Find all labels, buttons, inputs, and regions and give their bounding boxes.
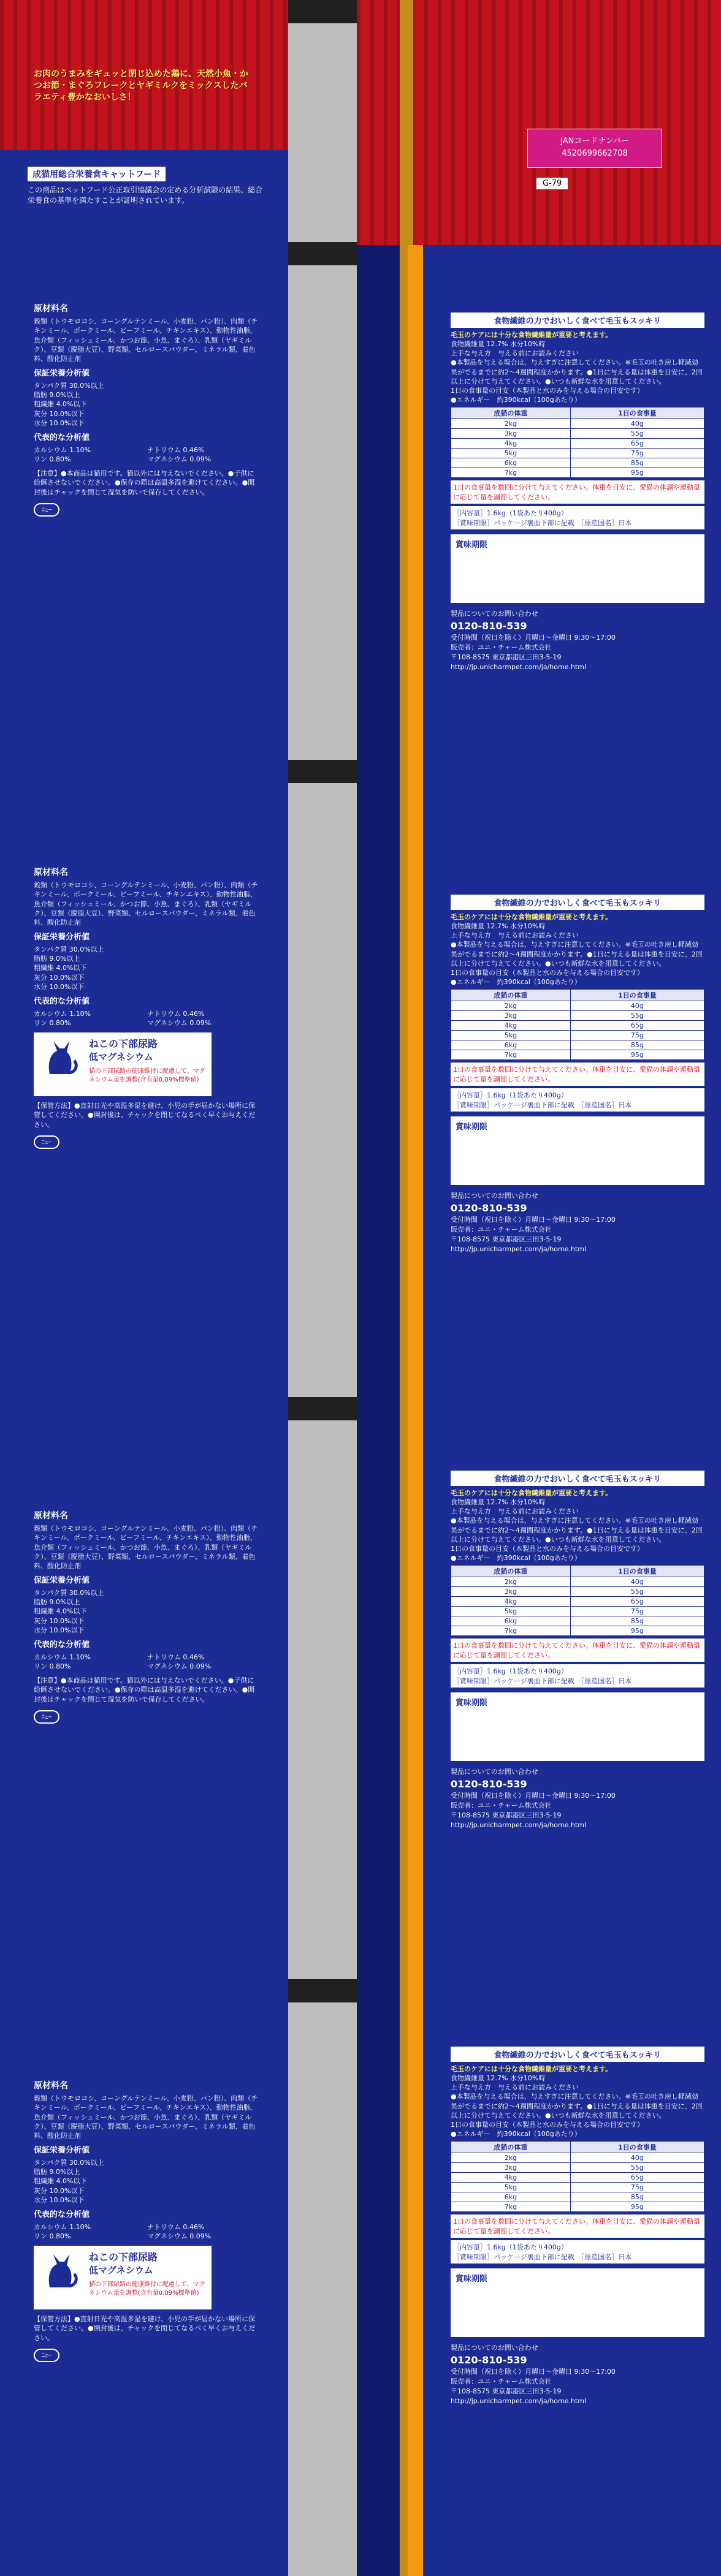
ingredients-text: 穀類（トウモロコシ、コーングルテンミール、小麦粉、パン粉）、肉類（チキンミール、ポークミール、ビーフミール、チキンエキス）、動物性油脂、魚介類（フィッシュミール、かつお節、小魚、まぐろ）、乳類（ヤギミルク）、豆類（脱脂大豆）、野菜類、セルロースパウダー、ミネラル類、着色料、酸化防止剤	[34, 2094, 258, 2140]
ingredients-title: 原材料名	[34, 304, 68, 314]
feeding-table-cell: 5kg	[451, 1607, 571, 1616]
fiber-amount: 食物繊維量 12.7% 水分10%時	[451, 340, 546, 348]
jan-label: JANコードナンバー	[560, 137, 629, 146]
energy-value: ●エネルギー 約390kcal（100gあたり）	[451, 2130, 581, 2138]
howto-title: 上手な与え方 与える前にお読みください	[451, 2083, 579, 2092]
table-row	[451, 1587, 704, 1597]
navy-band	[357, 245, 400, 2576]
table-note: 1日の食事量を数回に分けて与えてください。体重を目安に、愛猫の体調や運動量に応じて量を調節してください。	[453, 1642, 700, 1660]
recycle-mark: ﾆｭｰ	[34, 2349, 59, 2362]
feeding-guide-block	[451, 1471, 704, 1830]
recycle-mark: ﾆｭｰ	[34, 503, 59, 517]
caution-text: 【注意】●本商品は猫用です。猫以外には与えないでください。●子供に給餌させないでください。●保存の際は高温多湿を避けてください。●開封後はチャックを閉じて湿気を防いで保存してください。	[34, 469, 255, 496]
feeding-table-cell: 3kg	[451, 1011, 571, 1021]
feeding-table-cell: 75g	[570, 1607, 704, 1616]
table-row	[451, 439, 704, 449]
food-type-title: 成猫用総合栄養食キャットフード	[28, 167, 166, 181]
table-row	[451, 1001, 704, 1011]
feeding-table-cell: 95g	[570, 1050, 704, 1060]
expiry-box	[451, 1692, 704, 1761]
seller-url: http://jp.unicharmpet.com/ja/home.html	[451, 663, 587, 672]
mg-subtitle: 低マグネシウム	[89, 1051, 153, 1063]
table-row	[451, 2192, 704, 2202]
feeding-table-header: 成猫の体重	[451, 990, 571, 1001]
table-note-box	[451, 2214, 704, 2238]
caution-text: 【注意】●本商品は猫用です。猫以外には与えないでください。●子供に給餌させないでください。●保存の際は高温多湿を避けてください。●開封後はチャックを閉じて湿気を防いで保存してください。	[34, 1676, 255, 1703]
feeding-table-cell: 55g	[570, 2163, 704, 2173]
feeding-table-cell: 55g	[570, 429, 704, 439]
content-box	[451, 2240, 704, 2263]
mineral-item: マグネシウム 0.09%	[147, 455, 212, 464]
feeding-guide-block	[451, 313, 704, 672]
contact-label: 製品についてのお問い合わせ	[451, 2344, 538, 2352]
seam-mark	[288, 760, 357, 783]
energy-title: 1日の食事量の目安（本製品と水のみを与える場合の目安です）	[451, 1544, 644, 1553]
energy-title: 1日の食事量の目安（本製品と水のみを与える場合の目安です）	[451, 968, 644, 977]
mineral-item: マグネシウム 0.09%	[147, 1662, 212, 1671]
feeding-table-cell: 6kg	[451, 1040, 571, 1050]
table-note: 1日の食事量を数回に分けて与えてください。体重を目安に、愛猫の体調や運動量に応じて量を調節してください。	[453, 483, 700, 502]
nutrition-item: 粗繊維 4.0%以下	[34, 964, 87, 972]
contact-tel: 0120-810-539	[451, 620, 527, 632]
seller-address: 〒108-8575 東京都港区三田3-5-19	[451, 1235, 562, 1244]
feeding-table-header: 成猫の体重	[451, 2142, 571, 2153]
contact-hours: 受付時間（祝日を除く）月曜日〜金曜日 9:30〜17:00	[451, 1216, 616, 1224]
feeding-table-header: 1日の食事量	[570, 2142, 704, 2153]
code-tag: G-79	[536, 178, 568, 189]
label-block	[34, 867, 261, 1149]
table-row	[451, 2202, 704, 2212]
feeding-table-cell: 75g	[570, 2183, 704, 2192]
feeding-table-cell: 95g	[570, 468, 704, 478]
table-row	[451, 1597, 704, 1607]
minerals-title: 代表的な分析値	[34, 433, 90, 442]
table-row	[451, 2153, 704, 2163]
nutrition-item: 脂肪 9.0%以上	[34, 391, 80, 400]
feeding-table-cell: 40g	[570, 1577, 704, 1587]
feeding-table-cell: 7kg	[451, 1626, 571, 1636]
nutrition-item: 灰分 10.0%以下	[34, 409, 85, 418]
feeding-table	[451, 2141, 704, 2212]
contact-hours: 受付時間（祝日を除く）月曜日〜金曜日 9:30〜17:00	[451, 634, 616, 642]
gray-seam-strip	[288, 0, 357, 2576]
ingredients-text: 穀類（トウモロコシ、コーングルテンミール、小麦粉、パン粉）、肉類（チキンミール、ポークミール、ビーフミール、チキンエキス）、動物性油脂、魚介類（フィッシュミール、かつお節、小魚、まぐろ）、乳類（ヤギミルク）、豆類（脱脂大豆）、野菜類、セルロースパウダー、ミネラル類、着色料、酸化防止剤	[34, 881, 258, 926]
nutrition-item: 粗繊維 4.0%以下	[34, 400, 87, 409]
seller-url: http://jp.unicharmpet.com/ja/home.html	[451, 1245, 587, 1254]
mineral-item: リン 0.80%	[34, 1662, 71, 1671]
seam-mark	[288, 1979, 357, 2002]
table-row	[451, 458, 704, 468]
table-row	[451, 449, 704, 458]
table-row	[451, 419, 704, 429]
nutrition-item: 脂肪 9.0%以上	[34, 1598, 80, 1607]
expiry-box	[451, 2268, 704, 2337]
fiber-sub: 毛玉のケアには十分な食物繊維量が重要と考えます。	[451, 913, 612, 921]
table-row	[451, 1040, 704, 1050]
table-row	[451, 1607, 704, 1616]
nutrition-item: タンパク質 30.0%以上	[34, 2159, 104, 2167]
feeding-table-cell: 75g	[570, 449, 704, 458]
catch-copy: お肉のうまみをギュッと閉じ込めた鶏に、天然小魚・かつお節・まぐろフレークとヤギミルクをミックスしたバラエティ豊かなおいしさ！	[34, 69, 248, 102]
table-row	[451, 2173, 704, 2183]
low-magnesium-box	[34, 2246, 212, 2309]
contact-label: 製品についてのお問い合わせ	[451, 1768, 538, 1776]
expiry-box	[451, 534, 704, 603]
table-note: 1日の食事量を数回に分けて与えてください。体重を目安に、愛猫の体調や運動量に応じて量を調節してください。	[453, 1066, 700, 1084]
mg-title: ねこの下部尿路	[89, 2251, 158, 2263]
contact-tel: 0120-810-539	[451, 1202, 527, 1214]
expiry-title: 賞味期限	[456, 1699, 488, 1708]
table-row	[451, 429, 704, 439]
nutrition-item: 灰分 10.0%以下	[34, 1616, 85, 1625]
fiber-sub: 毛玉のケアには十分な食物繊維量が重要と考えます。	[451, 331, 612, 339]
minerals-list	[34, 1653, 261, 1671]
nutrition-item: 脂肪 9.0%以上	[34, 2168, 80, 2176]
mineral-item: カルシウム 1.10%	[34, 2222, 91, 2231]
feeding-table-cell: 85g	[570, 2192, 704, 2202]
table-row	[451, 1011, 704, 1021]
feeding-table-cell: 40g	[570, 2153, 704, 2163]
nutrition-item: タンパク質 30.0%以上	[34, 945, 104, 954]
feeding-table-cell: 85g	[570, 1040, 704, 1050]
table-row	[451, 2183, 704, 2192]
feeding-table-cell: 65g	[570, 439, 704, 449]
fiber-amount: 食物繊維量 12.7% 水分10%時	[451, 922, 546, 930]
feeding-table-cell: 3kg	[451, 429, 571, 439]
minerals-list	[34, 1009, 261, 1028]
feeding-guide-block	[451, 2047, 704, 2406]
fiber-sub: 毛玉のケアには十分な食物繊維量が重要と考えます。	[451, 2065, 612, 2073]
mineral-item: ナトリウム 0.46%	[147, 445, 205, 454]
feeding-table-cell: 7kg	[451, 2202, 571, 2212]
howto-text: ●本製品を与える場合は、与えすぎに注意してください。※毛玉の吐き戻し軽減効果がでるまでに約2〜4週間程度かかります。●1日に与える量は体重を目安に、2回以上に分けて与えてください。●いつも新鮮な水を用意してください。	[451, 358, 703, 385]
feeding-table	[451, 989, 704, 1060]
mineral-item: カルシウム 1.10%	[34, 1009, 91, 1018]
feeding-table-cell: 2kg	[451, 419, 571, 429]
low-magnesium-box	[34, 1032, 212, 1096]
table-row	[451, 1616, 704, 1626]
ingredients-title: 原材料名	[34, 868, 68, 877]
table-note-box	[451, 1063, 704, 1086]
nutrition-item: 灰分 10.0%以下	[34, 973, 85, 982]
cat-icon	[39, 2249, 82, 2292]
howto-text: ●本製品を与える場合は、与えすぎに注意してください。※毛玉の吐き戻し軽減効果がでるまでに約2〜4週間程度かかります。●1日に与える量は体重を目安に、2回以上に分けて与えてください。●いつも新鮮な水を用意してください。	[451, 1517, 703, 1544]
table-row	[451, 1050, 704, 1060]
fiber-amount: 食物繊維量 12.7% 水分10%時	[451, 1498, 546, 1506]
ingredients-text: 穀類（トウモロコシ、コーングルテンミール、小麦粉、パン粉）、肉類（チキンミール、ポークミール、ビーフミール、チキンエキス）、動物性油脂、魚介類（フィッシュミール、かつお節、小魚、まぐろ）、乳類（ヤギミルク）、豆類（脱脂大豆）、野菜類、セルロースパウダー、ミネラル類、着色料、酸化防止剤	[34, 1525, 258, 1570]
seller-name: 販売者：ユニ・チャーム株式会社	[451, 2377, 552, 2386]
nutrition-item: 灰分 10.0%以下	[34, 2186, 85, 2195]
mineral-item: ナトリウム 0.46%	[147, 1009, 205, 1018]
feeding-table-cell: 55g	[570, 1011, 704, 1021]
feeding-table-cell: 4kg	[451, 2173, 571, 2183]
feeding-table-cell: 6kg	[451, 1616, 571, 1626]
nutrition-item: タンパク質 30.0%以上	[34, 1589, 104, 1597]
howto-title: 上手な与え方 与える前にお読みください	[451, 931, 579, 940]
expiry-note: ［賞味期限］パッケージ裏面下部に記載 ［原産国名］日本	[453, 1677, 632, 1686]
feeding-guide-block	[451, 895, 704, 1254]
mg-note: 猫の下部尿路の健康維持に配慮して、マグネシウム量を調整(含有量0.09%標準値)	[89, 2281, 205, 2297]
contact-hours: 受付時間（祝日を除く）月曜日〜金曜日 9:30〜17:00	[451, 2368, 616, 2376]
mineral-item: ナトリウム 0.46%	[147, 1653, 205, 1661]
contact-hours: 受付時間（祝日を除く）月曜日〜金曜日 9:30〜17:00	[451, 1792, 616, 1800]
content-amount: ［内容量］1.6kg（1袋あたり400g）	[453, 1667, 568, 1676]
nutrition-item: 粗繊維 4.0%以下	[34, 1607, 87, 1616]
content-amount: ［内容量］1.6kg（1袋あたり400g）	[453, 2243, 568, 2252]
feeding-table-header: 成猫の体重	[451, 407, 571, 419]
expiry-note: ［賞味期限］パッケージ裏面下部に記載 ［原産国名］日本	[453, 2253, 632, 2262]
feeding-table-cell: 5kg	[451, 2183, 571, 2192]
table-note: 1日の食事量を数回に分けて与えてください。体重を目安に、愛猫の体調や運動量に応じて量を調節してください。	[453, 2218, 700, 2236]
fiber-sub: 毛玉のケアには十分な食物繊維量が重要と考えます。	[451, 1489, 612, 1497]
minerals-title: 代表的な分析値	[34, 996, 90, 1006]
feeding-table-cell: 7kg	[451, 1050, 571, 1060]
mg-title: ねこの下部尿路	[89, 1038, 158, 1050]
minerals-title: 代表的な分析値	[34, 2210, 90, 2219]
nutrition-item: 水分 10.0%以下	[34, 419, 85, 427]
nutrition-title: 保証栄養分析値	[34, 2146, 90, 2156]
feeding-table-cell: 5kg	[451, 1031, 571, 1040]
energy-value: ●エネルギー 約390kcal（100gあたり）	[451, 396, 581, 404]
nutrition-item: 脂肪 9.0%以上	[34, 955, 80, 963]
fiber-banner: 食物繊維の力でおいしく食べて毛玉もスッキリ	[451, 313, 704, 328]
jan-code-box	[527, 129, 662, 168]
mg-subtitle: 低マグネシウム	[89, 2265, 153, 2276]
label-block	[34, 303, 261, 517]
mineral-item: マグネシウム 0.09%	[147, 1019, 212, 1028]
content-amount: ［内容量］1.6kg（1袋あたり400g）	[453, 1091, 568, 1100]
feeding-table-header: 1日の食事量	[570, 990, 704, 1001]
energy-value: ●エネルギー 約390kcal（100gあたり）	[451, 1554, 581, 1563]
contact-block	[451, 2343, 704, 2406]
seam-mark	[288, 0, 357, 23]
table-note-box	[451, 480, 704, 504]
contact-block	[451, 1767, 704, 1830]
feeding-table-cell: 4kg	[451, 1597, 571, 1607]
nutrition-item: 粗繊維 4.0%以下	[34, 2177, 87, 2186]
food-type-box	[28, 167, 267, 206]
feeding-table-cell: 4kg	[451, 439, 571, 449]
feeding-table-cell: 65g	[570, 1021, 704, 1031]
mineral-item: リン 0.80%	[34, 1019, 71, 1028]
content-amount: ［内容量］1.6kg（1袋あたり400g）	[453, 509, 568, 518]
seam-mark	[288, 242, 357, 265]
feeding-table-cell: 3kg	[451, 2163, 571, 2173]
feeding-table-cell: 6kg	[451, 2192, 571, 2202]
seam-mark	[288, 1397, 357, 1420]
mineral-item: カルシウム 1.10%	[34, 1653, 91, 1661]
mineral-item: マグネシウム 0.09%	[147, 2232, 212, 2241]
minerals-list	[34, 445, 261, 464]
cat-icon	[39, 1036, 82, 1079]
recycle-mark: ﾆｭｰ	[34, 1710, 59, 1724]
feeding-table-cell: 95g	[570, 2202, 704, 2212]
contact-tel: 0120-810-539	[451, 1778, 527, 1790]
feeding-table-cell: 2kg	[451, 2153, 571, 2163]
feeding-table-cell: 55g	[570, 1587, 704, 1597]
nutrition-item: タンパク質 30.0%以上	[34, 382, 104, 390]
feeding-table-cell: 2kg	[451, 1577, 571, 1587]
nutrition-item: 水分 10.0%以下	[34, 1626, 85, 1634]
table-row	[451, 468, 704, 478]
howto-text: ●本製品を与える場合は、与えすぎに注意してください。※毛玉の吐き戻し軽減効果がでるまでに約2〜4週間程度かかります。●1日に与える量は体重を目安に、2回以上に分けて与えてください。●いつも新鮮な水を用意してください。	[451, 941, 703, 968]
feeding-table-cell: 95g	[570, 1626, 704, 1636]
minerals-list	[34, 2222, 261, 2241]
seller-address: 〒108-8575 東京都港区三田3-5-19	[451, 653, 562, 662]
feeding-table-cell: 65g	[570, 1597, 704, 1607]
table-note-box	[451, 1638, 704, 1662]
label-block	[34, 2080, 261, 2362]
feeding-table-cell: 65g	[570, 2173, 704, 2183]
feeding-table-cell: 40g	[570, 419, 704, 429]
feeding-table-cell: 85g	[570, 458, 704, 468]
expiry-title: 賞味期限	[456, 540, 488, 550]
mineral-item: カルシウム 1.10%	[34, 445, 91, 454]
nutrition-title: 保証栄養分析値	[34, 1576, 90, 1586]
energy-title: 1日の食事量の目安（本製品と水のみを与える場合の目安です）	[451, 386, 644, 395]
fiber-amount: 食物繊維量 12.7% 水分10%時	[451, 2074, 546, 2082]
howto-title: 上手な与え方 与える前にお読みください	[451, 349, 579, 358]
table-row	[451, 1577, 704, 1587]
feeding-table	[451, 1565, 704, 1636]
contact-label: 製品についてのお問い合わせ	[451, 1192, 538, 1200]
mg-note: 猫の下部尿路の健康維持に配慮して、マグネシウム量を調整(含有量0.09%標準値)	[89, 1068, 205, 1083]
feeding-table-cell: 3kg	[451, 1587, 571, 1597]
table-row	[451, 1626, 704, 1636]
caution-text: 【保管方法】●直射日光や高温多湿を避け、小児の手が届かない場所に保管してください。●開封後は、チャックを閉じてなるべく早くお与えください。	[34, 1102, 256, 1129]
jan-number: 4520699662708	[562, 148, 628, 158]
expiry-note: ［賞味期限］パッケージ裏面下部に記載 ［原産国名］日本	[453, 519, 632, 528]
nutrition-item: 水分 10.0%以下	[34, 2195, 85, 2204]
seller-address: 〒108-8575 東京都港区三田3-5-19	[451, 2387, 562, 2396]
fiber-banner: 食物繊維の力でおいしく食べて毛玉もスッキリ	[451, 2047, 704, 2062]
ingredients-title: 原材料名	[34, 2081, 68, 2091]
feeding-table-cell: 6kg	[451, 458, 571, 468]
table-row	[451, 1021, 704, 1031]
content-box	[451, 1664, 704, 1688]
seller-url: http://jp.unicharmpet.com/ja/home.html	[451, 2397, 587, 2406]
fiber-banner: 食物繊維の力でおいしく食べて毛玉もスッキリ	[451, 895, 704, 910]
howto-title: 上手な与え方 与える前にお読みください	[451, 1507, 579, 1516]
howto-text: ●本製品を与える場合は、与えすぎに注意してください。※毛玉の吐き戻し軽減効果がでるまでに約2〜4週間程度かかります。●1日に与える量は体重を目安に、2回以上に分けて与えてください。●いつも新鮮な水を用意してください。	[451, 2093, 703, 2120]
nutrition-item: 水分 10.0%以下	[34, 982, 85, 991]
seller-address: 〒108-8575 東京都港区三田3-5-19	[451, 1811, 562, 1820]
nutrition-title: 保証栄養分析値	[34, 933, 90, 942]
energy-title: 1日の食事量の目安（本製品と水のみを与える場合の目安です）	[451, 2120, 644, 2129]
content-box	[451, 506, 704, 529]
feeding-table-cell: 5kg	[451, 449, 571, 458]
ingredients-text: 穀類（トウモロコシ、コーングルテンミール、小麦粉、パン粉）、肉類（チキンミール、ポークミール、ビーフミール、チキンエキス）、動物性油脂、魚介類（フィッシュミール、かつお節、小魚、まぐろ）、乳類（ヤギミルク）、豆類（脱脂大豆）、野菜類、セルロースパウダー、ミネラル類、着色料、酸化防止剤	[34, 317, 258, 363]
contact-label: 製品についてのお問い合わせ	[451, 610, 538, 618]
feeding-table-cell: 4kg	[451, 1021, 571, 1031]
food-type-desc: この商品はペットフード公正取引協議会の定める分析試験の結果、総合栄養食の基準を満たすことが証明されています。	[28, 186, 263, 205]
feeding-table-cell: 85g	[570, 1616, 704, 1626]
mineral-item: リン 0.80%	[34, 2232, 71, 2241]
feeding-table-cell: 7kg	[451, 468, 571, 478]
seller-url: http://jp.unicharmpet.com/ja/home.html	[451, 1821, 587, 1830]
ingredients-title: 原材料名	[34, 1511, 68, 1521]
table-row	[451, 1031, 704, 1040]
feeding-table	[451, 407, 704, 478]
feeding-table-cell: 2kg	[451, 1001, 571, 1011]
seller-name: 販売者：ユニ・チャーム株式会社	[451, 1225, 552, 1234]
mineral-item: リン 0.80%	[34, 455, 71, 464]
table-row	[451, 2163, 704, 2173]
expiry-title: 賞味期限	[456, 1123, 488, 1132]
caution-text: 【保管方法】●直射日光や高温多湿を避け、小児の手が届かない場所に保管してください。●開封後は、チャックを閉じてなるべく早くお与えください。	[34, 2315, 256, 2342]
feeding-table-header: 成猫の体重	[451, 1566, 571, 1577]
seller-name: 販売者：ユニ・チャーム株式会社	[451, 643, 552, 652]
minerals-title: 代表的な分析値	[34, 1640, 90, 1650]
expiry-note: ［賞味期限］パッケージ裏面下部に記載 ［原産国名］日本	[453, 1101, 632, 1110]
label-block	[34, 1510, 261, 1724]
expiry-title: 賞味期限	[456, 2275, 488, 2284]
feeding-table-header: 1日の食事量	[570, 407, 704, 419]
contact-block	[451, 609, 704, 672]
content-box	[451, 1088, 704, 1112]
mineral-item: ナトリウム 0.46%	[147, 2222, 205, 2231]
recycle-mark: ﾆｭｰ	[34, 1135, 59, 1149]
feeding-table-cell: 40g	[570, 1001, 704, 1011]
feeding-table-header: 1日の食事量	[570, 1566, 704, 1577]
expiry-box	[451, 1116, 704, 1185]
feeding-table-cell: 75g	[570, 1031, 704, 1040]
contact-tel: 0120-810-539	[451, 2354, 527, 2366]
seller-name: 販売者：ユニ・チャーム株式会社	[451, 1801, 552, 1810]
contact-block	[451, 1191, 704, 1254]
nutrition-title: 保証栄養分析値	[34, 369, 90, 379]
energy-value: ●エネルギー 約390kcal（100gあたり）	[451, 978, 581, 987]
fiber-banner: 食物繊維の力でおいしく食べて毛玉もスッキリ	[451, 1471, 704, 1486]
